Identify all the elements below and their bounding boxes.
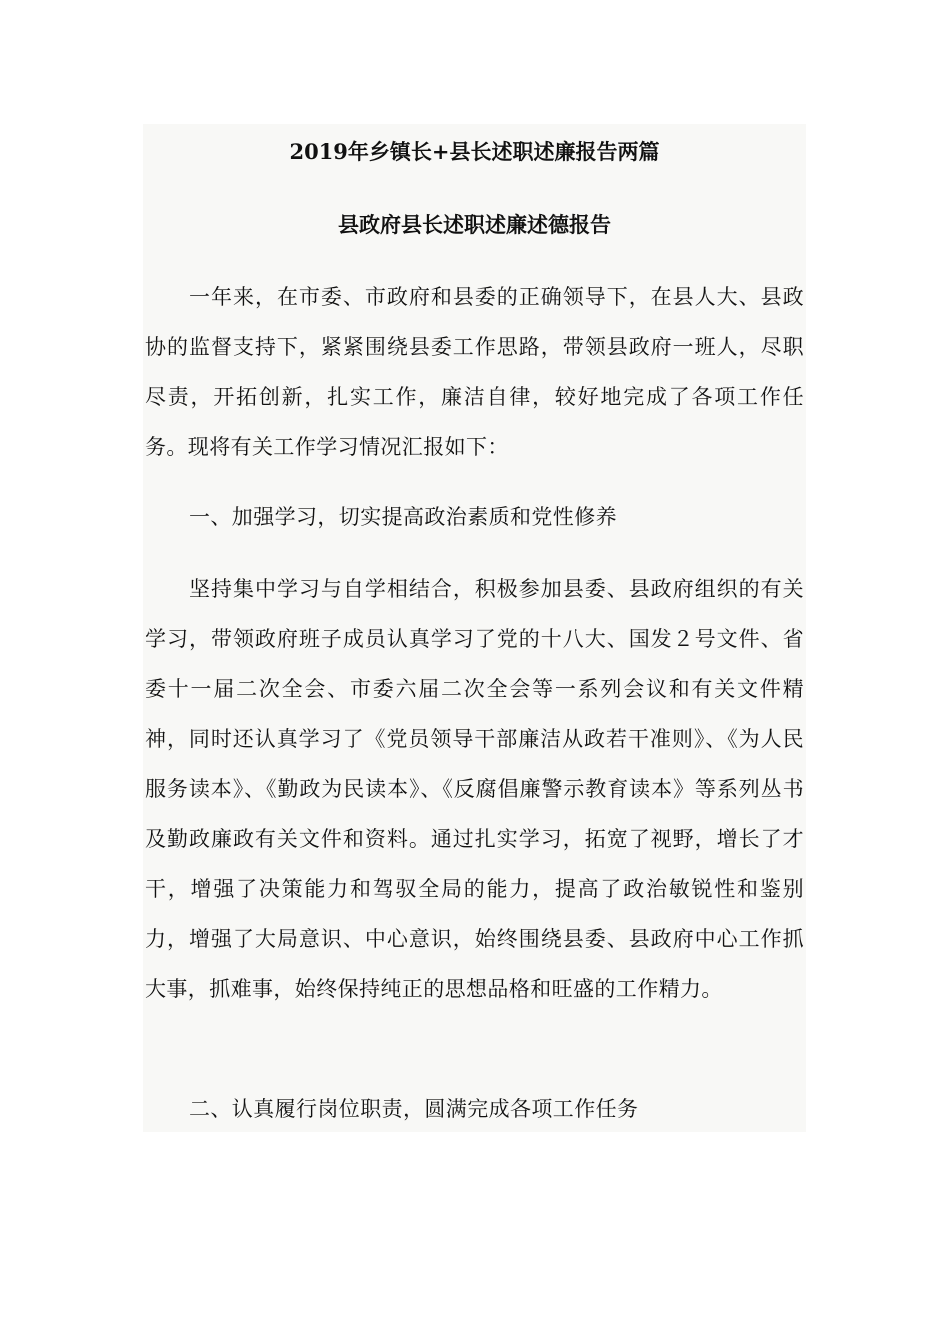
document-title: 2019年乡镇长+县长述职述廉报告两篇	[289, 139, 660, 164]
intro-paragraph: 一年来，在市委、市政府和县委的正确领导下，在县人大、县政协的监督支持下，紧紧围绕县委工作思路，带领县政府一班人，尽职尽责，开拓创新，扎实工作，廉洁自律，较好地完成了各项工作任务。现将有关工作学习情况汇报如下：	[145, 285, 804, 459]
section-heading-1: 一、加强学习，切实提高政治素质和党性修养	[189, 505, 617, 529]
section-heading-2: 二、认真履行岗位职责，圆满完成各项工作任务	[189, 1097, 639, 1121]
document-page	[143, 124, 806, 1132]
section-body-1: 坚持集中学习与自学相结合，积极参加县委、县政府组织的有关学习，带领政府班子成员认真学习了党的十八大、国发２号文件、省委十一届二次全会、市委六届二次全会等一系列会议和有关文件精神，同时还认真学习了《党员领导干部廉洁从政若干准则》、《为人民服务读本》、《勤政为民读本》、《反腐倡廉警示教育读本》等系列丛书及勤政廉政有关文件和资料。通过扎实学习，拓宽了视野，增长了才干，增强了决策能力和驾驭全局的能力，提高了政治敏锐性和鉴别力，增强了大局意识、中心意识，始终围绕县委、县政府中心工作抓大事，抓难事，始终保持纯正的思想品格和旺盛的工作精力。	[145, 577, 804, 1001]
document-subtitle: 县政府县长述职述廉述德报告	[338, 212, 611, 237]
